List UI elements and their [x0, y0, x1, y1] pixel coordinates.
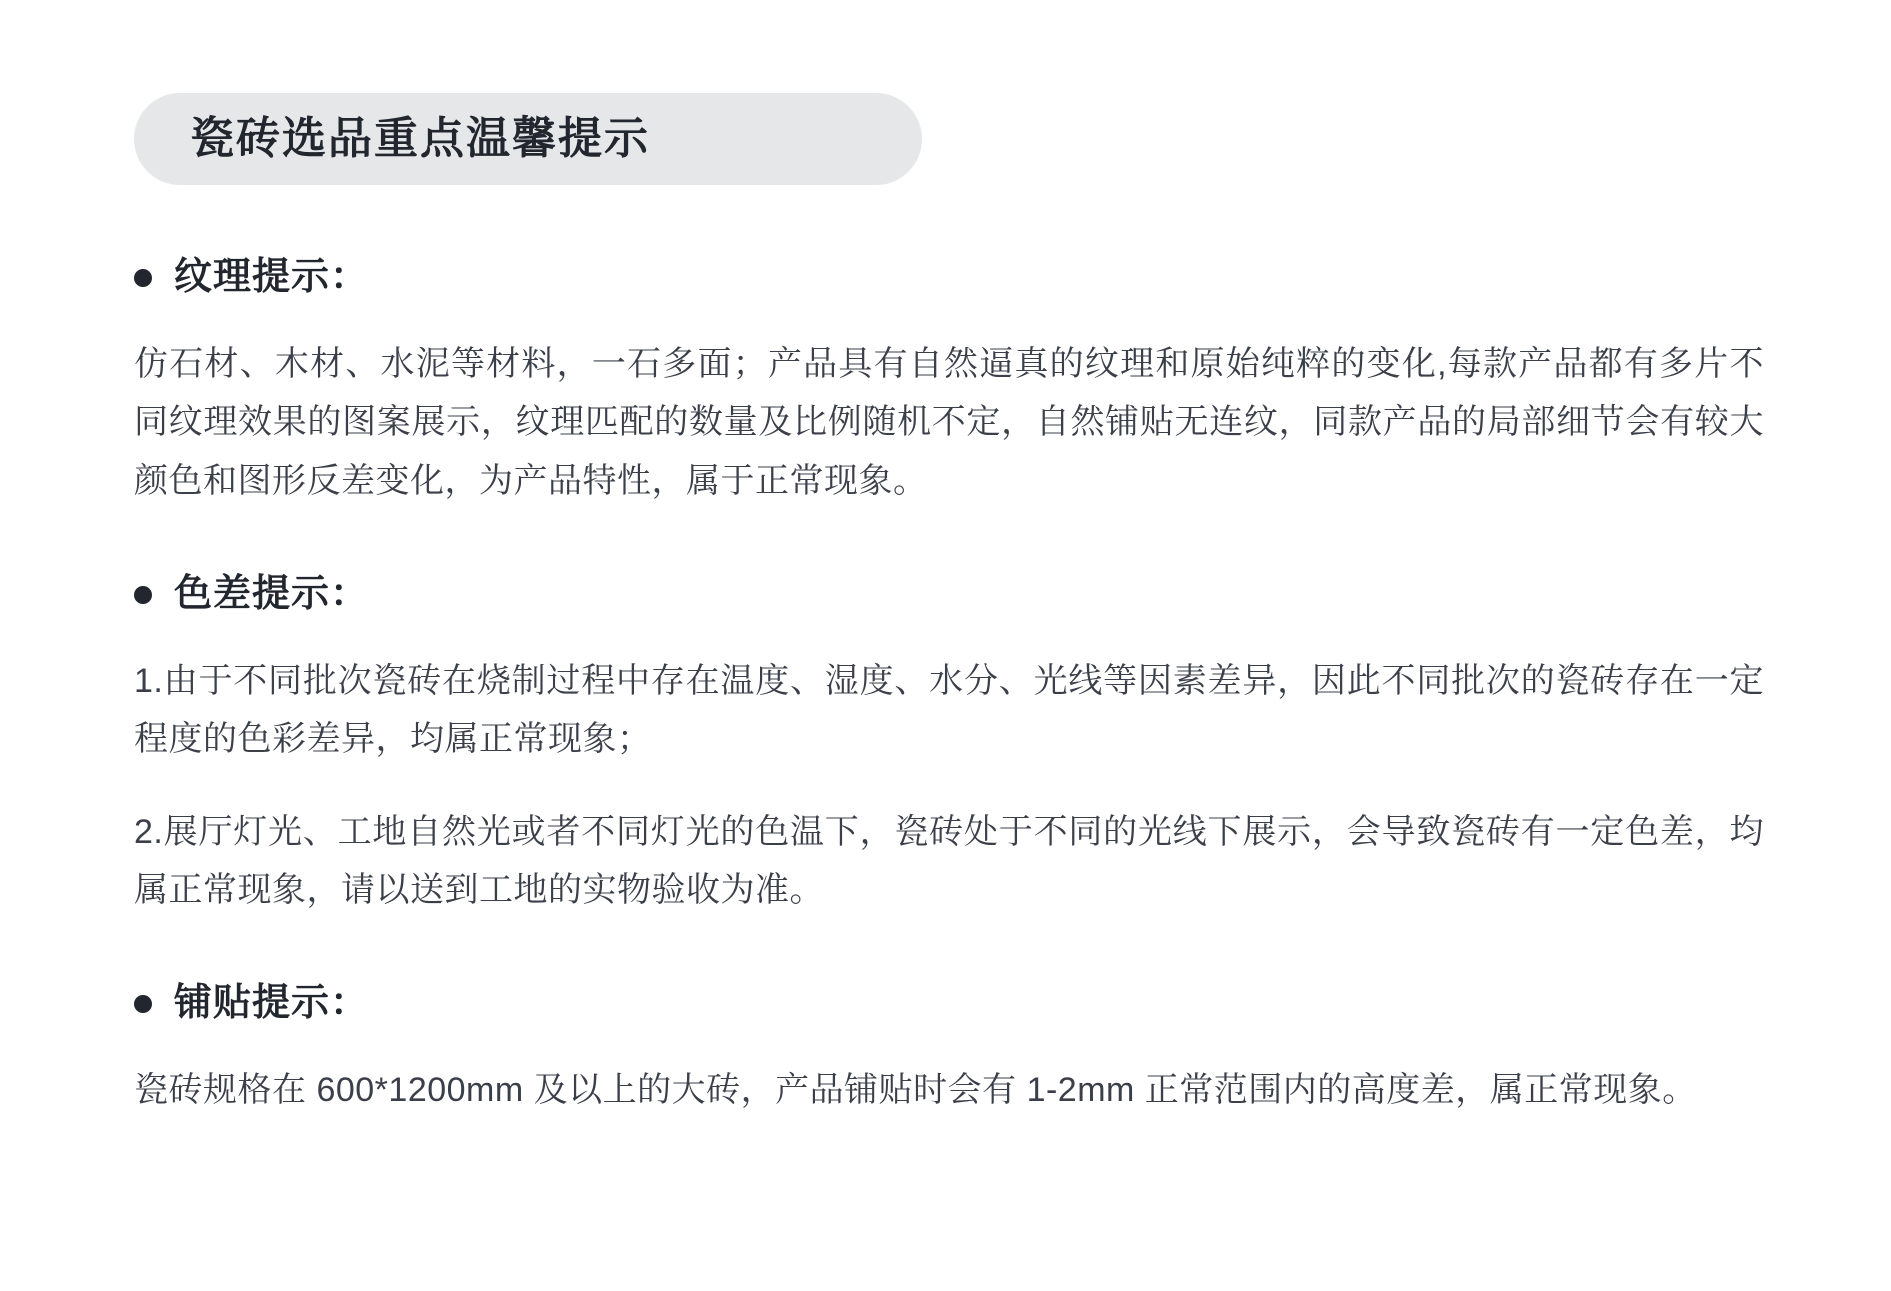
page-title-banner: [134, 93, 922, 185]
section-title: 纹理提示：: [174, 256, 370, 298]
section-color-difference: [134, 572, 1774, 919]
dot-bullet-icon: [134, 995, 152, 1013]
section-paragraph: 瓷砖规格在 600*1200mm 及以上的大砖，产品铺贴时会有 1-2mm 正常范围内的高度差，属正常现象。: [134, 1071, 1697, 1110]
section-paragraph: 1.由于不同批次瓷砖在烧制过程中存在温度、湿度、水分、光线等因素差异，因此不同批次的瓷砖存在一定程度的色彩差异，均属正常现象；: [134, 661, 1764, 759]
notice-sections: [134, 255, 1774, 1154]
section-header: [134, 572, 1774, 618]
section-paragraph: 仿石材、木材、水泥等材料，一石多面；产品具有自然逼真的纹理和原始纯粹的变化,每款产品都有多片不同纹理效果的图案展示，纹理匹配的数量及比例随机不定，自然铺贴无连纹，同款产品的局部细节会有较大颜色和图形反差变化，为产品特性，属于正常现象。: [134, 344, 1764, 500]
page-title: 瓷砖选品重点温馨提示: [190, 114, 650, 163]
section-paragraph: 2.展厅灯光、工地自然光或者不同灯光的色温下，瓷砖处于不同的光线下展示，会导致瓷砖有一定色差，均属正常现象，请以送到工地的实物验收为准。: [134, 812, 1764, 909]
section-title: 铺贴提示：: [174, 982, 370, 1025]
section-paving: [134, 981, 1774, 1119]
section-title: 色差提示：: [174, 573, 370, 615]
section-header: [134, 255, 1774, 301]
dot-bullet-icon: [134, 269, 152, 287]
section-header: [134, 981, 1774, 1027]
section-texture: [134, 255, 1774, 510]
dot-bullet-icon: [134, 586, 152, 604]
